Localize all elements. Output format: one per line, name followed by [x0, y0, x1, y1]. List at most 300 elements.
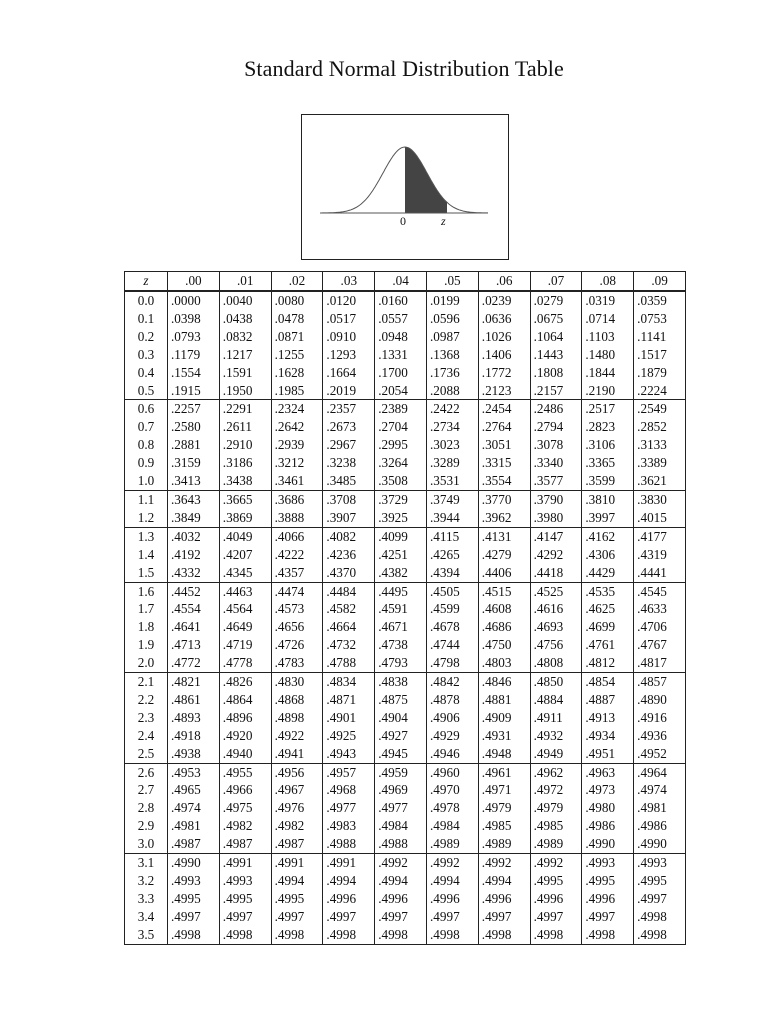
probability-cell: .3508: [375, 472, 427, 490]
column-header: .03: [323, 272, 375, 292]
probability-cell: .3749: [426, 490, 478, 508]
probability-cell: .4319: [634, 546, 686, 564]
probability-cell: .4964: [634, 763, 686, 781]
probability-cell: .4671: [375, 618, 427, 636]
z-value-cell: 2.1: [125, 673, 168, 691]
probability-cell: .3888: [271, 509, 323, 527]
probability-cell: .4857: [634, 673, 686, 691]
probability-cell: .4987: [219, 835, 271, 853]
probability-cell: .2157: [530, 382, 582, 400]
probability-cell: .4115: [426, 527, 478, 545]
column-header: .00: [168, 272, 220, 292]
probability-cell: .3925: [375, 509, 427, 527]
probability-cell: .4934: [582, 727, 634, 745]
probability-cell: .4236: [323, 546, 375, 564]
probability-cell: .4956: [271, 763, 323, 781]
z-value-cell: 1.2: [125, 509, 168, 527]
probability-cell: .4808: [530, 654, 582, 672]
probability-cell: .4916: [634, 709, 686, 727]
probability-cell: .3962: [478, 509, 530, 527]
probability-cell: .4997: [323, 908, 375, 926]
table-row: [125, 835, 686, 853]
probability-cell: .4948: [478, 745, 530, 763]
probability-cell: .4997: [219, 908, 271, 926]
z-value-cell: 3.3: [125, 890, 168, 908]
probability-cell: .0239: [478, 291, 530, 310]
probability-cell: .4441: [634, 564, 686, 582]
probability-cell: .4881: [478, 691, 530, 709]
z-value-cell: 0.9: [125, 454, 168, 472]
probability-cell: .4960: [426, 763, 478, 781]
probability-cell: .4990: [634, 835, 686, 853]
probability-cell: .0557: [375, 310, 427, 328]
probability-cell: .4952: [634, 745, 686, 763]
probability-cell: .3729: [375, 490, 427, 508]
probability-cell: .4131: [478, 527, 530, 545]
probability-cell: .1664: [323, 364, 375, 382]
probability-cell: .4909: [478, 709, 530, 727]
probability-cell: .4732: [323, 636, 375, 654]
normal-curve-figure: [301, 114, 509, 260]
probability-cell: .4966: [219, 781, 271, 799]
probability-cell: .2673: [323, 418, 375, 436]
probability-cell: .4838: [375, 673, 427, 691]
probability-cell: .4997: [634, 890, 686, 908]
probability-cell: .4177: [634, 527, 686, 545]
probability-cell: .4922: [271, 727, 323, 745]
probability-cell: .2967: [323, 436, 375, 454]
probability-cell: .4738: [375, 636, 427, 654]
probability-cell: .4941: [271, 745, 323, 763]
probability-cell: .4906: [426, 709, 478, 727]
z-value-cell: 0.6: [125, 400, 168, 418]
probability-cell: .4985: [478, 817, 530, 835]
z-value-cell: 0.0: [125, 291, 168, 310]
probability-cell: .4904: [375, 709, 427, 727]
probability-cell: .4871: [323, 691, 375, 709]
probability-cell: .4032: [168, 527, 220, 545]
probability-cell: .4994: [375, 872, 427, 890]
probability-cell: .3869: [219, 509, 271, 527]
z-value-cell: 0.2: [125, 328, 168, 346]
probability-cell: .4821: [168, 673, 220, 691]
z-value-cell: 3.1: [125, 854, 168, 872]
probability-cell: .4979: [478, 799, 530, 817]
probability-cell: .4545: [634, 582, 686, 600]
probability-cell: .4664: [323, 618, 375, 636]
z-value-cell: 0.4: [125, 364, 168, 382]
probability-cell: .4936: [634, 727, 686, 745]
probability-cell: .4495: [375, 582, 427, 600]
probability-cell: .4973: [582, 781, 634, 799]
z-value-cell: 0.3: [125, 346, 168, 364]
probability-cell: .3023: [426, 436, 478, 454]
probability-cell: .4998: [634, 908, 686, 926]
probability-cell: .1736: [426, 364, 478, 382]
probability-cell: .4788: [323, 654, 375, 672]
probability-cell: .0120: [323, 291, 375, 310]
probability-cell: .4998: [530, 926, 582, 944]
probability-cell: .1443: [530, 346, 582, 364]
probability-cell: .3554: [478, 472, 530, 490]
z-value-cell: 0.1: [125, 310, 168, 328]
probability-cell: .4750: [478, 636, 530, 654]
probability-cell: .2611: [219, 418, 271, 436]
z-value-cell: 3.2: [125, 872, 168, 890]
table-row: [125, 582, 686, 600]
probability-cell: .4974: [168, 799, 220, 817]
probability-cell: .4991: [219, 854, 271, 872]
probability-cell: .4854: [582, 673, 634, 691]
probability-cell: .4582: [323, 600, 375, 618]
probability-cell: .4406: [478, 564, 530, 582]
probability-cell: .4995: [271, 890, 323, 908]
probability-cell: .3159: [168, 454, 220, 472]
table-row: [125, 472, 686, 490]
z-value-cell: 0.8: [125, 436, 168, 454]
probability-cell: .1026: [478, 328, 530, 346]
probability-cell: .4846: [478, 673, 530, 691]
probability-cell: .4803: [478, 654, 530, 672]
probability-cell: .2389: [375, 400, 427, 418]
probability-cell: .4834: [323, 673, 375, 691]
probability-cell: .4993: [634, 854, 686, 872]
table-row: [125, 364, 686, 382]
probability-cell: .0596: [426, 310, 478, 328]
probability-cell: .2734: [426, 418, 478, 436]
probability-cell: .4989: [530, 835, 582, 853]
probability-cell: .4998: [375, 926, 427, 944]
probability-cell: .3289: [426, 454, 478, 472]
probability-cell: .4656: [271, 618, 323, 636]
probability-cell: .4992: [426, 854, 478, 872]
probability-cell: .4884: [530, 691, 582, 709]
probability-cell: .1179: [168, 346, 220, 364]
probability-cell: .4931: [478, 727, 530, 745]
probability-cell: .3790: [530, 490, 582, 508]
probability-cell: .4783: [271, 654, 323, 672]
probability-cell: .3106: [582, 436, 634, 454]
probability-cell: .4943: [323, 745, 375, 763]
probability-cell: .4265: [426, 546, 478, 564]
normal-curve-graphic: [302, 115, 508, 259]
probability-cell: .4940: [219, 745, 271, 763]
probability-cell: .4992: [530, 854, 582, 872]
probability-cell: .4993: [582, 854, 634, 872]
probability-cell: .0675: [530, 310, 582, 328]
column-header: .05: [426, 272, 478, 292]
probability-cell: .0279: [530, 291, 582, 310]
probability-cell: .1103: [582, 328, 634, 346]
probability-cell: .4989: [426, 835, 478, 853]
probability-cell: .3686: [271, 490, 323, 508]
column-header: .02: [271, 272, 323, 292]
probability-cell: .4994: [271, 872, 323, 890]
probability-cell: .3186: [219, 454, 271, 472]
probability-cell: .4332: [168, 564, 220, 582]
page-title: Standard Normal Distribution Table: [244, 56, 564, 81]
probability-cell: .2019: [323, 382, 375, 400]
probability-cell: .4998: [478, 926, 530, 944]
probability-cell: .4987: [168, 835, 220, 853]
probability-cell: .1591: [219, 364, 271, 382]
probability-cell: .4994: [478, 872, 530, 890]
probability-cell: .4761: [582, 636, 634, 654]
probability-cell: .4991: [271, 854, 323, 872]
table-row: [125, 872, 686, 890]
probability-cell: .4996: [323, 890, 375, 908]
probability-cell: .4850: [530, 673, 582, 691]
probability-cell: .4925: [323, 727, 375, 745]
z-value-cell: 1.8: [125, 618, 168, 636]
z-value-cell: 2.6: [125, 763, 168, 781]
zero-label: 0: [400, 214, 406, 228]
probability-cell: .4890: [634, 691, 686, 709]
probability-cell: .3485: [323, 472, 375, 490]
probability-cell: .4535: [582, 582, 634, 600]
probability-cell: .0040: [219, 291, 271, 310]
probability-cell: .4971: [478, 781, 530, 799]
table-row: [125, 763, 686, 781]
probability-cell: .0871: [271, 328, 323, 346]
probability-cell: .3944: [426, 509, 478, 527]
probability-cell: .4998: [426, 926, 478, 944]
probability-cell: .3078: [530, 436, 582, 454]
probability-cell: .4778: [219, 654, 271, 672]
z-value-cell: 1.4: [125, 546, 168, 564]
probability-cell: .2995: [375, 436, 427, 454]
probability-cell: .4418: [530, 564, 582, 582]
shaded-area: [405, 147, 447, 213]
probability-cell: .1700: [375, 364, 427, 382]
probability-cell: .4878: [426, 691, 478, 709]
probability-cell: .2224: [634, 382, 686, 400]
probability-cell: .4394: [426, 564, 478, 582]
probability-cell: .2764: [478, 418, 530, 436]
probability-cell: .0160: [375, 291, 427, 310]
probability-cell: .2823: [582, 418, 634, 436]
z-value-cell: 1.1: [125, 490, 168, 508]
probability-cell: .4989: [478, 835, 530, 853]
probability-cell: .1331: [375, 346, 427, 364]
z-value-cell: 0.7: [125, 418, 168, 436]
probability-cell: .4929: [426, 727, 478, 745]
probability-cell: .4988: [375, 835, 427, 853]
probability-cell: .4998: [168, 926, 220, 944]
table-header-row: [125, 272, 686, 292]
table-row: [125, 310, 686, 328]
probability-cell: .1293: [323, 346, 375, 364]
probability-cell: .4616: [530, 600, 582, 618]
probability-cell: .4963: [582, 763, 634, 781]
probability-cell: .4945: [375, 745, 427, 763]
probability-cell: .4452: [168, 582, 220, 600]
probability-cell: .3238: [323, 454, 375, 472]
probability-cell: .4099: [375, 527, 427, 545]
probability-cell: .4987: [271, 835, 323, 853]
z-value-cell: 1.3: [125, 527, 168, 545]
probability-cell: .4932: [530, 727, 582, 745]
probability-cell: .3212: [271, 454, 323, 472]
table-row: [125, 291, 686, 310]
probability-cell: .2910: [219, 436, 271, 454]
probability-cell: .3264: [375, 454, 427, 472]
probability-cell: .4997: [375, 908, 427, 926]
probability-cell: .4649: [219, 618, 271, 636]
probability-cell: .4980: [582, 799, 634, 817]
probability-cell: .4976: [271, 799, 323, 817]
table-row: [125, 890, 686, 908]
probability-cell: .4713: [168, 636, 220, 654]
probability-cell: .4830: [271, 673, 323, 691]
probability-cell: .1879: [634, 364, 686, 382]
probability-cell: .4982: [271, 817, 323, 835]
probability-cell: .4382: [375, 564, 427, 582]
probability-cell: .4992: [375, 854, 427, 872]
table-row: [125, 436, 686, 454]
probability-cell: .4898: [271, 709, 323, 727]
table-row: [125, 745, 686, 763]
probability-cell: .4812: [582, 654, 634, 672]
probability-cell: .4279: [478, 546, 530, 564]
probability-cell: .4525: [530, 582, 582, 600]
probability-cell: .4993: [219, 872, 271, 890]
probability-cell: .4591: [375, 600, 427, 618]
probability-cell: .4207: [219, 546, 271, 564]
probability-cell: .2939: [271, 436, 323, 454]
probability-cell: .3315: [478, 454, 530, 472]
probability-cell: .4699: [582, 618, 634, 636]
table-row: [125, 817, 686, 835]
z-value-cell: 2.7: [125, 781, 168, 799]
probability-cell: .3665: [219, 490, 271, 508]
table-row: [125, 600, 686, 618]
probability-cell: .4997: [582, 908, 634, 926]
probability-cell: .4975: [219, 799, 271, 817]
probability-cell: .0438: [219, 310, 271, 328]
probability-cell: .0199: [426, 291, 478, 310]
probability-cell: .1217: [219, 346, 271, 364]
probability-cell: .4997: [530, 908, 582, 926]
probability-cell: .3531: [426, 472, 478, 490]
table-row: [125, 636, 686, 654]
probability-cell: .4868: [271, 691, 323, 709]
probability-cell: .3621: [634, 472, 686, 490]
probability-cell: .4693: [530, 618, 582, 636]
probability-cell: .4306: [582, 546, 634, 564]
probability-cell: .3830: [634, 490, 686, 508]
probability-cell: .0793: [168, 328, 220, 346]
z-value-cell: 1.5: [125, 564, 168, 582]
probability-cell: .4962: [530, 763, 582, 781]
probability-cell: .4995: [168, 890, 220, 908]
probability-cell: .3438: [219, 472, 271, 490]
probability-cell: .4515: [478, 582, 530, 600]
probability-cell: .4996: [375, 890, 427, 908]
table-row: [125, 727, 686, 745]
probability-cell: .1985: [271, 382, 323, 400]
z-value-cell: 3.0: [125, 835, 168, 853]
probability-cell: .0832: [219, 328, 271, 346]
z-value-cell: 2.4: [125, 727, 168, 745]
probability-cell: .1141: [634, 328, 686, 346]
probability-cell: .4957: [323, 763, 375, 781]
probability-cell: .4981: [634, 799, 686, 817]
probability-cell: .0478: [271, 310, 323, 328]
z-value-cell: 1.9: [125, 636, 168, 654]
probability-cell: .3810: [582, 490, 634, 508]
table-row: [125, 346, 686, 364]
probability-cell: .2257: [168, 400, 220, 418]
z-value-cell: 2.3: [125, 709, 168, 727]
probability-cell: .4896: [219, 709, 271, 727]
probability-cell: .4357: [271, 564, 323, 582]
table-row: [125, 546, 686, 564]
probability-cell: .2517: [582, 400, 634, 418]
probability-cell: .4996: [478, 890, 530, 908]
probability-cell: .4599: [426, 600, 478, 618]
probability-cell: .4082: [323, 527, 375, 545]
probability-cell: .3997: [582, 509, 634, 527]
z-value-cell: 3.5: [125, 926, 168, 944]
probability-cell: .3051: [478, 436, 530, 454]
probability-cell: .4972: [530, 781, 582, 799]
probability-cell: .3849: [168, 509, 220, 527]
probability-cell: .2324: [271, 400, 323, 418]
probability-cell: .4981: [168, 817, 220, 835]
probability-cell: .2486: [530, 400, 582, 418]
probability-cell: .4719: [219, 636, 271, 654]
probability-cell: .4625: [582, 600, 634, 618]
probability-cell: .4463: [219, 582, 271, 600]
probability-cell: .4887: [582, 691, 634, 709]
probability-cell: .3770: [478, 490, 530, 508]
probability-cell: .4505: [426, 582, 478, 600]
probability-cell: .4949: [530, 745, 582, 763]
probability-cell: .3708: [323, 490, 375, 508]
column-header-z: z: [125, 272, 168, 292]
probability-cell: .4793: [375, 654, 427, 672]
probability-cell: .4998: [634, 926, 686, 944]
probability-cell: .4864: [219, 691, 271, 709]
table-row: [125, 400, 686, 418]
probability-cell: .3643: [168, 490, 220, 508]
probability-cell: .1844: [582, 364, 634, 382]
probability-cell: .4861: [168, 691, 220, 709]
probability-cell: .4015: [634, 509, 686, 527]
probability-cell: .4726: [271, 636, 323, 654]
z-value-cell: 2.5: [125, 745, 168, 763]
probability-cell: .1517: [634, 346, 686, 364]
table-row: [125, 926, 686, 944]
probability-cell: .1554: [168, 364, 220, 382]
probability-cell: .4984: [426, 817, 478, 835]
probability-cell: .1808: [530, 364, 582, 382]
probability-cell: .4959: [375, 763, 427, 781]
z-value-cell: 1.6: [125, 582, 168, 600]
probability-cell: .4996: [426, 890, 478, 908]
table-row: [125, 527, 686, 545]
probability-cell: .2704: [375, 418, 427, 436]
probability-cell: .4893: [168, 709, 220, 727]
probability-cell: .4706: [634, 618, 686, 636]
probability-cell: .4997: [426, 908, 478, 926]
probability-cell: .2291: [219, 400, 271, 418]
probability-cell: .4913: [582, 709, 634, 727]
table-row: [125, 908, 686, 926]
probability-cell: .4979: [530, 799, 582, 817]
probability-cell: .4049: [219, 527, 271, 545]
